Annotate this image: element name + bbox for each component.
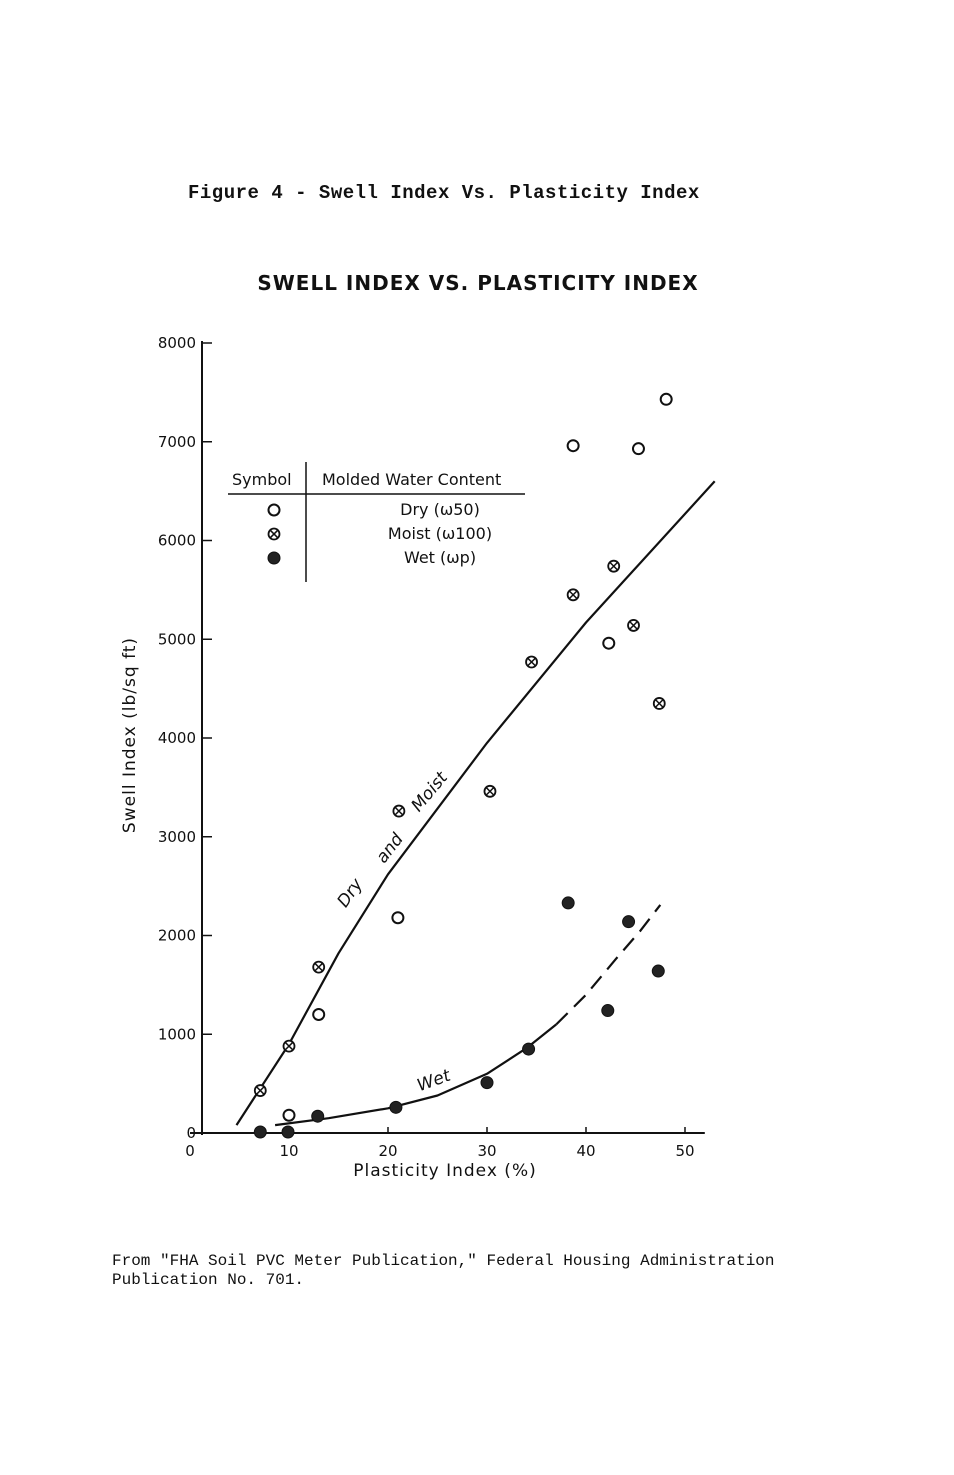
x-axis-label: Plasticity Index (%) [353,1161,537,1181]
wet-point-2 [282,1126,294,1138]
wet-point-3 [312,1110,324,1122]
dry-point-2 [313,1009,324,1020]
wet-point-6 [523,1043,535,1055]
annotation-and: and [372,829,408,868]
source-note-line-1: From "FHA Soil PVC Meter Publication," Federal Housing Administration [112,1252,775,1270]
chart-title: SWELL INDEX VS. PLASTICITY INDEX [257,271,699,295]
moist-point-9 [628,620,639,631]
wet-point-10 [652,965,664,977]
dry-point-4 [568,440,579,451]
legend-label-moist: Moist (ω100) [387,524,493,543]
figure-caption: Figure 4 - Swell Index Vs. Plasticity Index [188,182,700,204]
wet-point-1 [254,1126,266,1138]
dry-point-5 [603,638,614,649]
legend-marker-wet [268,552,280,564]
wet-point-4 [390,1101,402,1113]
axes [158,334,705,1160]
moist-point-2 [284,1041,295,1052]
wet-point-9 [623,916,635,928]
x-tick-label-20: 20 [378,1142,398,1160]
x-tick-label-0: 0 [185,1142,195,1160]
dry-point-6 [633,443,644,454]
source-note-line-2: Publication No. 701. [112,1271,305,1289]
x-tick-label-10: 10 [279,1142,299,1160]
fit-line-dry-and-moist [237,481,715,1125]
dry-point-3 [392,912,403,923]
moist-point-3 [313,962,324,973]
x-tick-label-30: 30 [477,1142,497,1160]
annotation-moist: Moist [407,768,452,816]
moist-point-10 [654,698,665,709]
moist-point-4 [393,806,404,817]
annotation-wet: Wet [414,1065,454,1097]
fit-lines [237,481,715,1125]
y-tick-label-1000: 1000 [157,1025,196,1044]
legend-label-wet: Wet (ωp) [403,548,477,567]
dry-point-7 [661,394,672,405]
moist-point-1 [255,1085,266,1096]
moist-point-7 [568,589,579,600]
annotation-dry: Dry [333,875,368,912]
y-tick-label-0: 0 [186,1124,196,1142]
x-tick-label-50: 50 [675,1142,695,1160]
y-tick-label-4000: 4000 [157,729,196,747]
y-tick-label-5000: 5000 [157,630,196,649]
source-note [112,1252,912,1290]
legend-header-symbol: Symbol [232,470,292,489]
moist-point-6 [526,656,537,667]
x-tick-label-40: 40 [576,1142,596,1160]
legend [228,462,525,582]
wet-point-7 [562,897,574,909]
wet-point-5 [481,1077,493,1089]
y-tick-label-8000: 8000 [157,334,196,352]
legend-marker-moist [269,529,280,540]
y-tick-label-2000: 2000 [157,926,196,945]
y-axis-label: Swell Index (lb/sq ft) [120,636,140,834]
dry-point-1 [284,1110,295,1121]
moist-point-5 [484,786,495,797]
y-tick-label-6000: 6000 [157,531,196,550]
y-tick-label-3000: 3000 [157,827,196,846]
moist-point-8 [608,561,619,572]
legend-header-content: Molded Water Content [322,470,502,489]
y-tick-label-7000: 7000 [157,432,196,451]
wet-point-8 [602,1005,614,1017]
legend-label-dry: Dry (ω50) [400,500,480,519]
legend-marker-dry [269,505,280,516]
